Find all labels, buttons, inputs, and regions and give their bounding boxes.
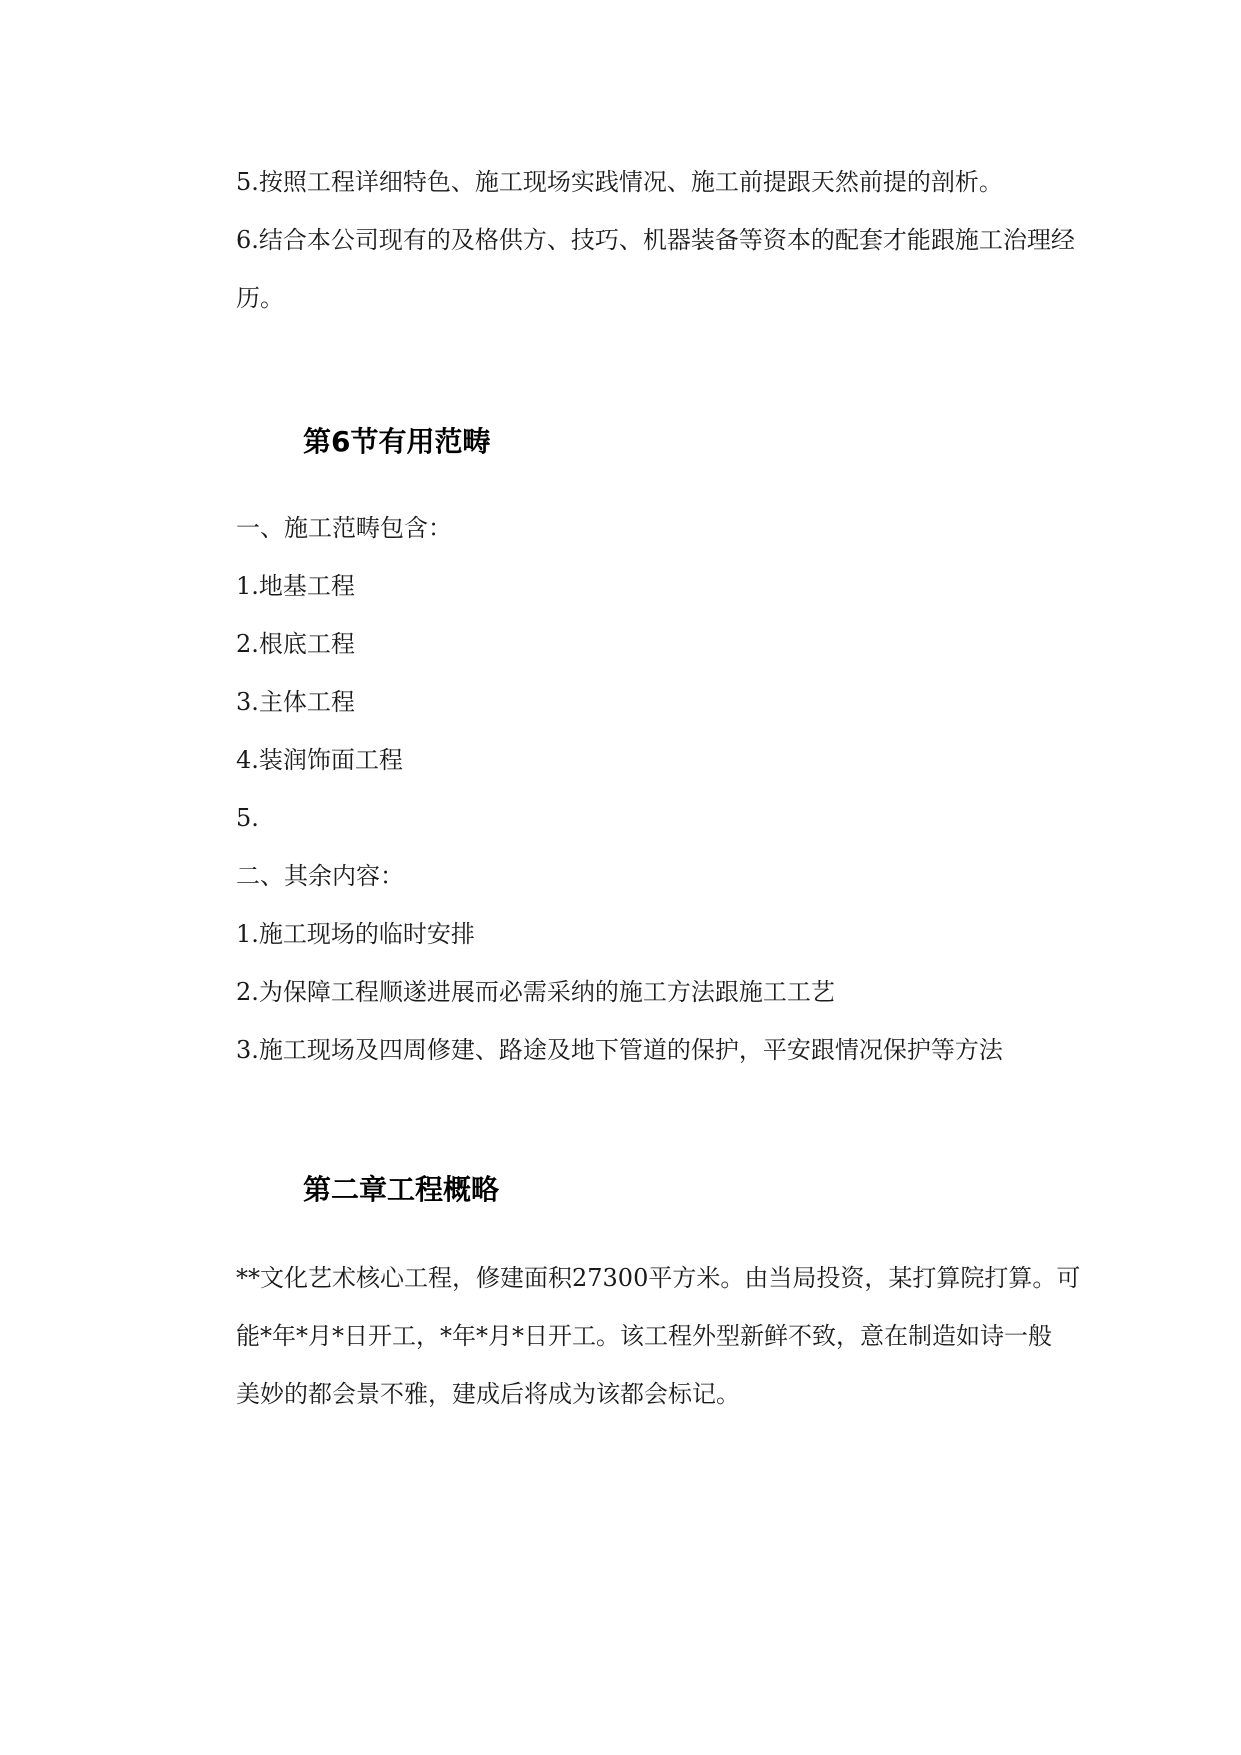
intro-item-6-line-1: 6.结合本公司现有的及格供方、技巧、机器装备等资本的配套才能跟施工治理经 bbox=[236, 226, 1075, 254]
scope-item: 4.装润饰面工程 bbox=[236, 746, 403, 774]
scope-item: 3.主体工程 bbox=[236, 688, 355, 716]
chapter-2-title: 第二章工程概略 bbox=[303, 1173, 500, 1206]
scope-item: 5. bbox=[236, 804, 259, 832]
scope-item: 2.根底工程 bbox=[236, 630, 355, 658]
section-6-title: 第6节有用范畴 bbox=[303, 425, 491, 458]
chapter-2-body-line-1: **文化艺术核心工程，修建面积27300平方米。由当局投资，某打算院打算。可 bbox=[236, 1264, 1081, 1292]
other-item: 3.施工现场及四周修建、路途及地下管道的保护，平安跟情况保护等方法 bbox=[236, 1036, 1003, 1064]
scope-item: 1.地基工程 bbox=[236, 572, 355, 600]
other-item: 1.施工现场的临时安排 bbox=[236, 920, 475, 948]
intro-item-6-line-2: 历。 bbox=[236, 284, 284, 312]
other-heading: 二、其余内容： bbox=[236, 862, 404, 890]
chapter-2-body-line-2: 能*年*月*日开工，*年*月*日开工。该工程外型新鲜不致，意在制造如诗一般 bbox=[236, 1322, 1052, 1350]
intro-item-5: 5.按照工程详细特色、施工现场实践情况、施工前提跟天然前提的剖析。 bbox=[236, 168, 1003, 196]
other-item: 2.为保障工程顺遂进展而必需采纳的施工方法跟施工工艺 bbox=[236, 978, 835, 1006]
scope-heading: 一、施工范畴包含： bbox=[236, 514, 452, 542]
chapter-2-body-line-3: 美妙的都会景不雅，建成后将成为该都会标记。 bbox=[236, 1380, 740, 1408]
